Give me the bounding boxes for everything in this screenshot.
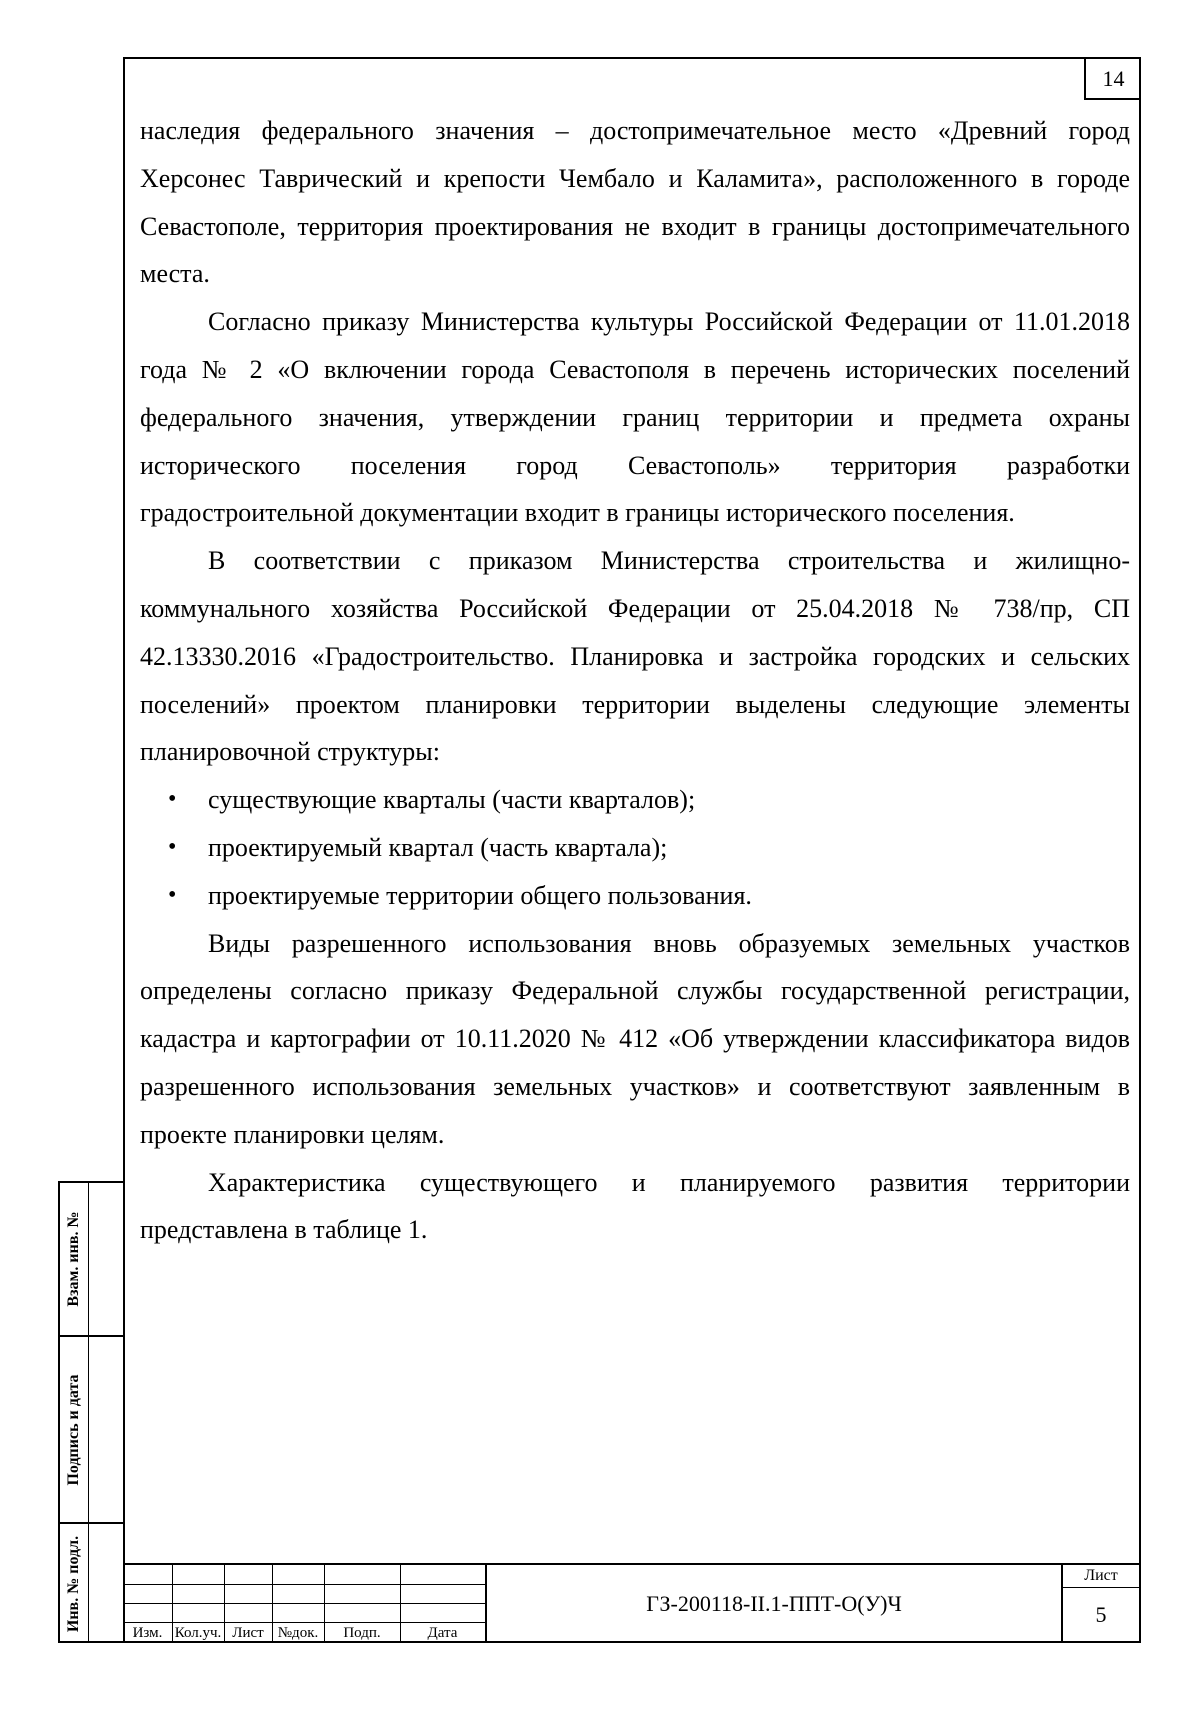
side-label-vzam: Взам. инв. № [65, 1211, 82, 1307]
paragraph-3: В соответствии с приказом Министерства строительства и жилищно-коммунального хозяйства Российской Федерации от 25.04.2018 № 738/пр, СП 42.13330.2016 «Градостроительство. Планировка и застройка городских и сельских поселений» проектом планировки территории выделены следующие элементы планировочной структуры: [140, 546, 1130, 767]
sheet-label: Лист [1063, 1565, 1139, 1588]
paragraph-2: Согласно приказу Министерства культуры Российской Федерации от 11.01.2018 года № 2 «О включении города Севастополя в перечень исторических поселений федерального значения, утверждении границ территории и предмета охраны исторического поселения город Севастополь» территория разработки градостроительной документации входит в границы исторического поселения. [140, 307, 1130, 528]
bullet-item: • проектируемые территории общего пользования. [140, 872, 1130, 920]
bullet-list [140, 776, 1130, 919]
header-podp: Подп. [343, 1624, 381, 1641]
header-list: Лист [232, 1624, 264, 1641]
document-body [140, 107, 1130, 1254]
side-cell-vzam [60, 1183, 125, 1335]
bullet-item: • существующие кварталы (части кварталов); [140, 776, 1130, 824]
revision-grid [123, 1565, 485, 1643]
bullet-item: • проектируемый квартал (часть квартала); [140, 824, 1130, 872]
header-izm: Изм. [132, 1624, 163, 1641]
side-cell-inv [60, 1524, 125, 1643]
header-ndok: №док. [277, 1624, 319, 1641]
paragraph-5: Характеристика существующего и планируемого развития территории представлена в таблице 1. [140, 1167, 1130, 1245]
header-kol-uch: Кол.уч. [174, 1624, 222, 1641]
side-label-podpis: Подпись и дата [65, 1373, 82, 1486]
side-stamp [58, 1181, 123, 1643]
header-data: Дата [427, 1624, 458, 1641]
paragraph-1: наследия федерального значения – достопримечательное место «Древний город Херсонес Таврический и крепости Чембало и Каламита», расположенного в городе Севастополе, территория проектирования не входит в границы достопримечательного места. [140, 116, 1130, 289]
side-label-inv: Инв. № подл. [65, 1535, 82, 1632]
sheet-cell [1063, 1565, 1139, 1643]
document-code: ГЗ-200118-II.1-ППТ-О(У)Ч [485, 1565, 1063, 1643]
page-number: 14 [1084, 59, 1141, 100]
paragraph-4: Виды разрешенного использования вновь образуемых земельных участков определены согласно приказу Федеральной службы государственной регистрации, кадастра и картографии от 10.11.2020 № 412 «Об утверждении классификатора видов разрешенного использования земельных участков» и соответствуют заявленным в проекте планировки целям. [140, 928, 1130, 1149]
sheet-number: 5 [1095, 1602, 1107, 1627]
title-block [123, 1563, 1141, 1643]
side-cell-podpis [60, 1337, 125, 1522]
